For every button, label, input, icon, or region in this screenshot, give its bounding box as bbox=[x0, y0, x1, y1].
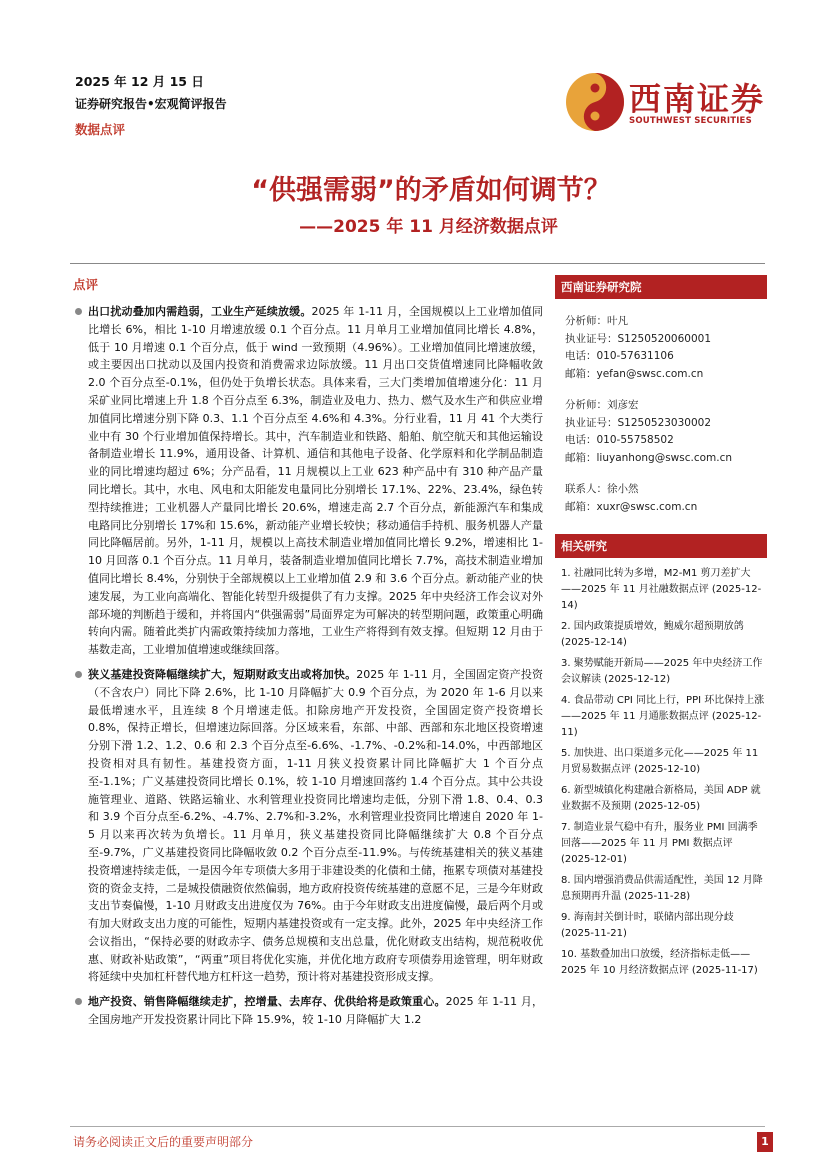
related-item[interactable]: 8. 国内增强消费品供需适配性，美国 12 月降息预期再升温 (2025-11-28) bbox=[561, 875, 763, 902]
paragraph-lead: 狭义基建投资降幅继续扩大，短期财政支出或将加快。 bbox=[88, 667, 357, 681]
report-category: 数据点评 bbox=[75, 122, 126, 137]
bullet-icon bbox=[75, 671, 82, 678]
related-item[interactable]: 4. 食品带动 CPI 同比上行，PPI 环比保持上涨——2025 年 11 月通胀数据点评 (2025-12-11) bbox=[561, 695, 765, 738]
page-number: 1 bbox=[757, 1132, 773, 1152]
bullet-icon bbox=[75, 308, 82, 315]
contact-name: 联系人：徐小然 bbox=[565, 483, 639, 495]
related-item[interactable]: 6. 新型城镇化构建融合新格局，美国 ADP 就业数据不及预期 (2025-12-05) bbox=[561, 785, 761, 812]
analyst-email[interactable]: 邮箱：yefan@swsc.com.cn bbox=[565, 367, 704, 380]
logo-name: 西南证券 bbox=[629, 80, 766, 118]
analyst-name: 分析师：叶凡 bbox=[565, 315, 628, 327]
company-logo bbox=[563, 70, 773, 136]
report-date: 2025 年 12 月 15 日 bbox=[75, 74, 204, 89]
header-divider bbox=[70, 263, 765, 264]
logo-english-name: SOUTHWEST SECURITIES bbox=[629, 116, 752, 126]
contact-email[interactable]: 邮箱：xuxr@swsc.com.cn bbox=[565, 500, 698, 513]
paragraph-lead: 出口扰动叠加内需趋弱，工业生产延续放缓。 bbox=[88, 305, 312, 318]
related-item[interactable]: 7. 制造业景气稳中有升，服务业 PMI 回满季回落——2025 年 11 月 PMI 数据点评 (2025-12-01) bbox=[561, 822, 758, 865]
footer-divider bbox=[70, 1126, 765, 1127]
related-research-list bbox=[555, 566, 767, 979]
analyst-block-1 bbox=[555, 313, 767, 383]
report-title: “供强需弱”的矛盾如何调节？ bbox=[251, 175, 611, 206]
paragraph-lead: 地产投资、销售降幅继续走扩，控增量、去库存、优供给将是政策重心。 bbox=[88, 995, 446, 1009]
footer-disclaimer: 请务必阅读正文后的重要声明部分 bbox=[73, 1135, 254, 1149]
analyst-email[interactable]: 邮箱：liuyanhong@swsc.com.cn bbox=[565, 451, 733, 464]
logo-emblem-icon bbox=[563, 70, 627, 134]
report-type: 证券研究报告•宏观简评报告 bbox=[75, 97, 227, 111]
paragraph-body: 2025 年 1-11 月，全国固定资产投资（不含农户）同比下降 2.6%，比 1-10 月降幅扩大 0.9 个百分点，为 2020 年 1-6 月以来最低增速水平，且连续 8 个月增速走低。扣除房地产开发投资，全国固定资产投资增长 0.8%，保持正增长，但增速边际回落。分区域来看，东部、中部、西部和东北地区投资增速分别下滑 1.2、1.2、0.6 和 2.3 个百分点至-6.6%、-1.7%、-0.2%和-14.0%，中西部地区投资相对具有韧性。基建投资方面，1-11 月狭义投资累计同比降幅扩大 1 个百分点至-1.1%；广义基建投资同比增长 0.1%，较 1-10 月增速回落约 1.4 个百分点。其中公共设施管理业、道路、铁路运输业、水利管理业投资同比增速均走低，分别下滑 1.8、0.4、0.3 和 3.9 个百分点至-6.2%、-4.7%、2.7%和-3.2%，水利管理业投资同比增速自 2020 年 1-5 月以来再次转为负增长。11 月单月，狭义基建投资同比降幅继续扩大 0.8 个百分点至-9.7%，广义基建投资同比降幅收敛 0.2 个百分点至-11.9%。与传统基建相关的狭义基建投资增速持续走低，一是因今年专项债大多用于非建设类的化债和土储，拖累专项债对基建投资的资金支持，二是城投债融资依然偏弱，地方政府投资传统基建的意愿不足，三是今年财政支出节奏偏慢，1-10 月财政支出进度仅为 76%。由于今年财政支出进度偏慢，最后两个月或有加大财政支出力度的可能性，短期内基建投资或有一定支撑。此外，2025 年中央经济工作会议指出，“保持必要的财政赤字、债务总规模和支出总量，优化财政支出结构，规范税收优惠、财政补贴政策”，“两重”项目将优化实施，并优化地方政府专项债券用途管理，明年财政将延续中央加杠杆替代地方杠杆这一趋势，预计将对基建投资形成支撑。 bbox=[88, 667, 543, 984]
related-item[interactable]: 5. 加快进、出口渠道多元化——2025 年 11 月贸易数据点评 (2025-12-10) bbox=[561, 748, 759, 775]
paragraph-industry bbox=[73, 303, 543, 659]
bullet-icon bbox=[75, 998, 82, 1005]
section-label: 点评 bbox=[73, 277, 99, 292]
institute-header: 西南证券研究院 bbox=[555, 275, 767, 299]
related-item[interactable]: 2. 国内政策提质增效，鲍威尔超预期放鸽 (2025-12-14) bbox=[561, 621, 744, 648]
related-item[interactable]: 1. 社融同比转为多增，M2-M1 剪刀差扩大——2025 年 11 月社融数据点评 (2025-12-14) bbox=[561, 568, 762, 611]
related-item[interactable]: 3. 聚势赋能开新局——2025 年中央经济工作会议解读 (2025-12-12) bbox=[561, 658, 763, 685]
related-item[interactable]: 10. 基数叠加出口放缓，经济指标走低——2025 年 10 月经济数据点评 (2025-11-17) bbox=[561, 949, 758, 976]
main-content bbox=[73, 303, 543, 1036]
report-subtitle: ——2025 年 11 月经济数据点评 bbox=[299, 217, 558, 237]
analyst-phone: 电话：010-55758502 bbox=[565, 434, 674, 446]
analyst-license: 执业证号：S1250523030002 bbox=[565, 416, 712, 429]
analyst-block-2 bbox=[555, 397, 767, 467]
analyst-phone: 电话：010-57631106 bbox=[565, 350, 674, 362]
sidebar bbox=[555, 275, 767, 984]
paragraph-infrastructure bbox=[73, 666, 543, 986]
paragraph-body: 2025 年 1-11 月，全国规模以上工业增加值同比增长 6%，相比 1-10 月增速放缓 0.1 个百分点。11 月单月工业增加值同比增长 4.8%，低于 10 月增速 0.1 个百分点，低于 wind 一致预期（4.96%）。工业增加值同比增速放缓，或主要因出口扰动以及国内投资和消费需求边际放缓。11 月出口交货值增速同比降幅收敛 2.0 个百分点至-0.1%，但仍处于负增长状态。具体来看，三大门类增加值增速分化：11 月采矿业同比增速上升 1.8 个百分点至 6.3%，制造业及电力、热力、燃气及水生产和供应业增加值同比增速分别下降 0.3、1.1 个百分点至 4.6%和 4.3%。分行业看，11 月 41 个大类行业中有 30 个行业增加值保持增长。其中，汽车制造业和铁路、船舶、航空航天和其他运输设备制造业增长 11.9%，通用设备、计算机、通信和其他电子设备、化学原料和化学制品制造业的同比增速均超过 6%；分产品看，11 月规模以上工业 623 种产品中有 310 种产品产量同比增长。其中，水电、风电和太阳能发电量同比分别增长 17.1%、22%、23.4%，绿色转型持续推进；工业机器人产量同比增长 20.6%，增速走高 2.7 个百分点，新能源汽车和集成电路同比分别增长 17%和 15.6%，新动能产业增长较快；移动通信手持机、服务机器人产量同比降幅居前。另外，1-11 月，规模以上高技术制造业增加值同比增长 9.2%，增速相比 1-10 月回落 0.1 个百分点。11 月单月，装备制造业增加值同比增长 7.7%，高技术制造业增加值同比增长 8.4%，分别快于全部规模以上工业增加值 2.9 和 3.6 个百分点。新动能产业的快速发展，为工业向高端化、智能化转型升级提供了有力支撑。2025 年中央经济工作会议对外部环境的判断趋于缓和，并将国内“供强需弱”局面界定为可解决的转型期问题，政策重心明确转向内需。随着此类扩内需政策持续加力落地，工业生产将得到有效支撑。但短期 12 月由于基数走高，工业增加值增速或继续回落。 bbox=[88, 305, 544, 657]
analyst-name: 分析师：刘彦宏 bbox=[565, 399, 639, 411]
paragraph-body: 2025 年 1-11 月，全国房地产开发投资累计同比下降 15.9%，较 1-10 月降幅扩大 1.2 bbox=[88, 995, 544, 1027]
related-research-header: 相关研究 bbox=[555, 534, 767, 558]
contact-block bbox=[555, 481, 767, 516]
analyst-license: 执业证号：S1250520060001 bbox=[565, 332, 712, 345]
paragraph-real-estate bbox=[73, 993, 543, 1029]
related-item[interactable]: 9. 海南封关倒计时，联储内部出现分歧 (2025-11-21) bbox=[561, 912, 734, 939]
